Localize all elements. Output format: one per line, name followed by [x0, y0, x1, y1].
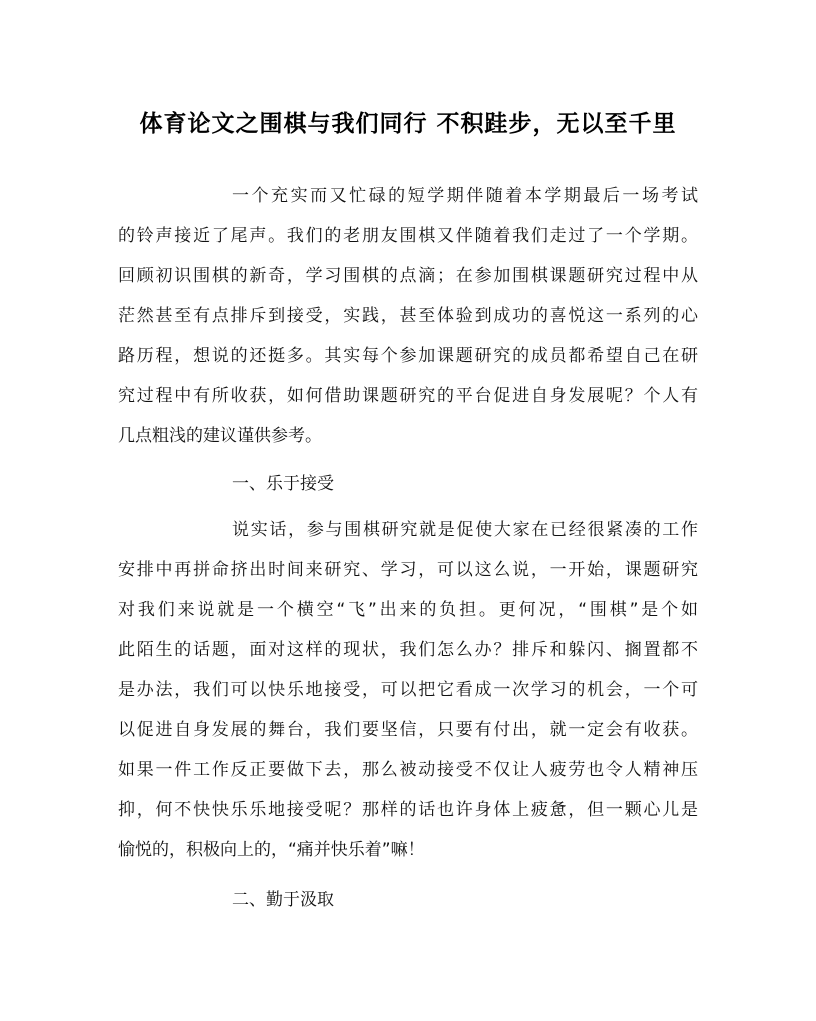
- paragraph-2-line-7: 如果一件工作反正要做下去，那么被动接受不仅让人疲劳也令人精神压: [118, 760, 698, 780]
- paragraph-1-line-6: 究过程中有所收获，如何借助课题研究的平台促进自身发展呢？个人有: [118, 386, 698, 406]
- paragraph-2-line-2: 安排中再拼命挤出时间来研究、学习，可以这么说，一开始，课题研究: [118, 560, 698, 580]
- paragraph-2-line-6: 以促进自身发展的舞台，我们要坚信，只要有付出，就一定会有收获。: [118, 720, 698, 740]
- paragraph-2-line-8: 抑，何不快快乐乐地接受呢？那样的话也许身体上疲惫，但一颗心儿是: [118, 800, 698, 820]
- paragraph-1-line-2: 的铃声接近了尾声。我们的老朋友围棋又伴随着我们走过了一个学期。: [118, 226, 698, 246]
- paragraph-1-line-1: 一个充实而又忙碌的短学期伴随着本学期最后一场考试: [232, 186, 698, 206]
- paragraph-2-line-3: 对我们来说就是一个横空“飞”出来的负担。更何况，“围棋”是个如: [118, 600, 698, 620]
- paragraph-1-line-4: 茫然甚至有点排斥到接受，实践，甚至体验到成功的喜悦这一系列的心: [118, 306, 698, 326]
- paragraph-1-line-7: 几点粗浅的建议谨供参考。: [118, 426, 322, 446]
- section-heading-2: 二、勤于汲取: [232, 890, 334, 910]
- paragraph-1-line-5: 路历程，想说的还挺多。其实每个参加课题研究的成员都希望自己在研: [118, 346, 698, 366]
- section-heading-1: 一、乐于接受: [232, 474, 334, 494]
- paragraph-2-line-9: 愉悦的，积极向上的，“痛并快乐着”嘛！: [118, 840, 425, 860]
- paragraph-1-line-3: 回顾初识围棋的新奇，学习围棋的点滴；在参加围棋课题研究过程中从: [118, 266, 698, 286]
- paragraph-2-line-4: 此陌生的话题，面对这样的现状，我们怎么办？排斥和躲闪、搁置都不: [118, 640, 698, 660]
- paragraph-2-line-5: 是办法，我们可以快乐地接受，可以把它看成一次学习的机会，一个可: [118, 680, 698, 700]
- document-title: 体育论文之围棋与我们同行 不积跬步，无以至千里: [139, 110, 677, 137]
- paragraph-2-line-1: 说实话，参与围棋研究就是促使大家在已经很紧凑的工作: [232, 520, 698, 540]
